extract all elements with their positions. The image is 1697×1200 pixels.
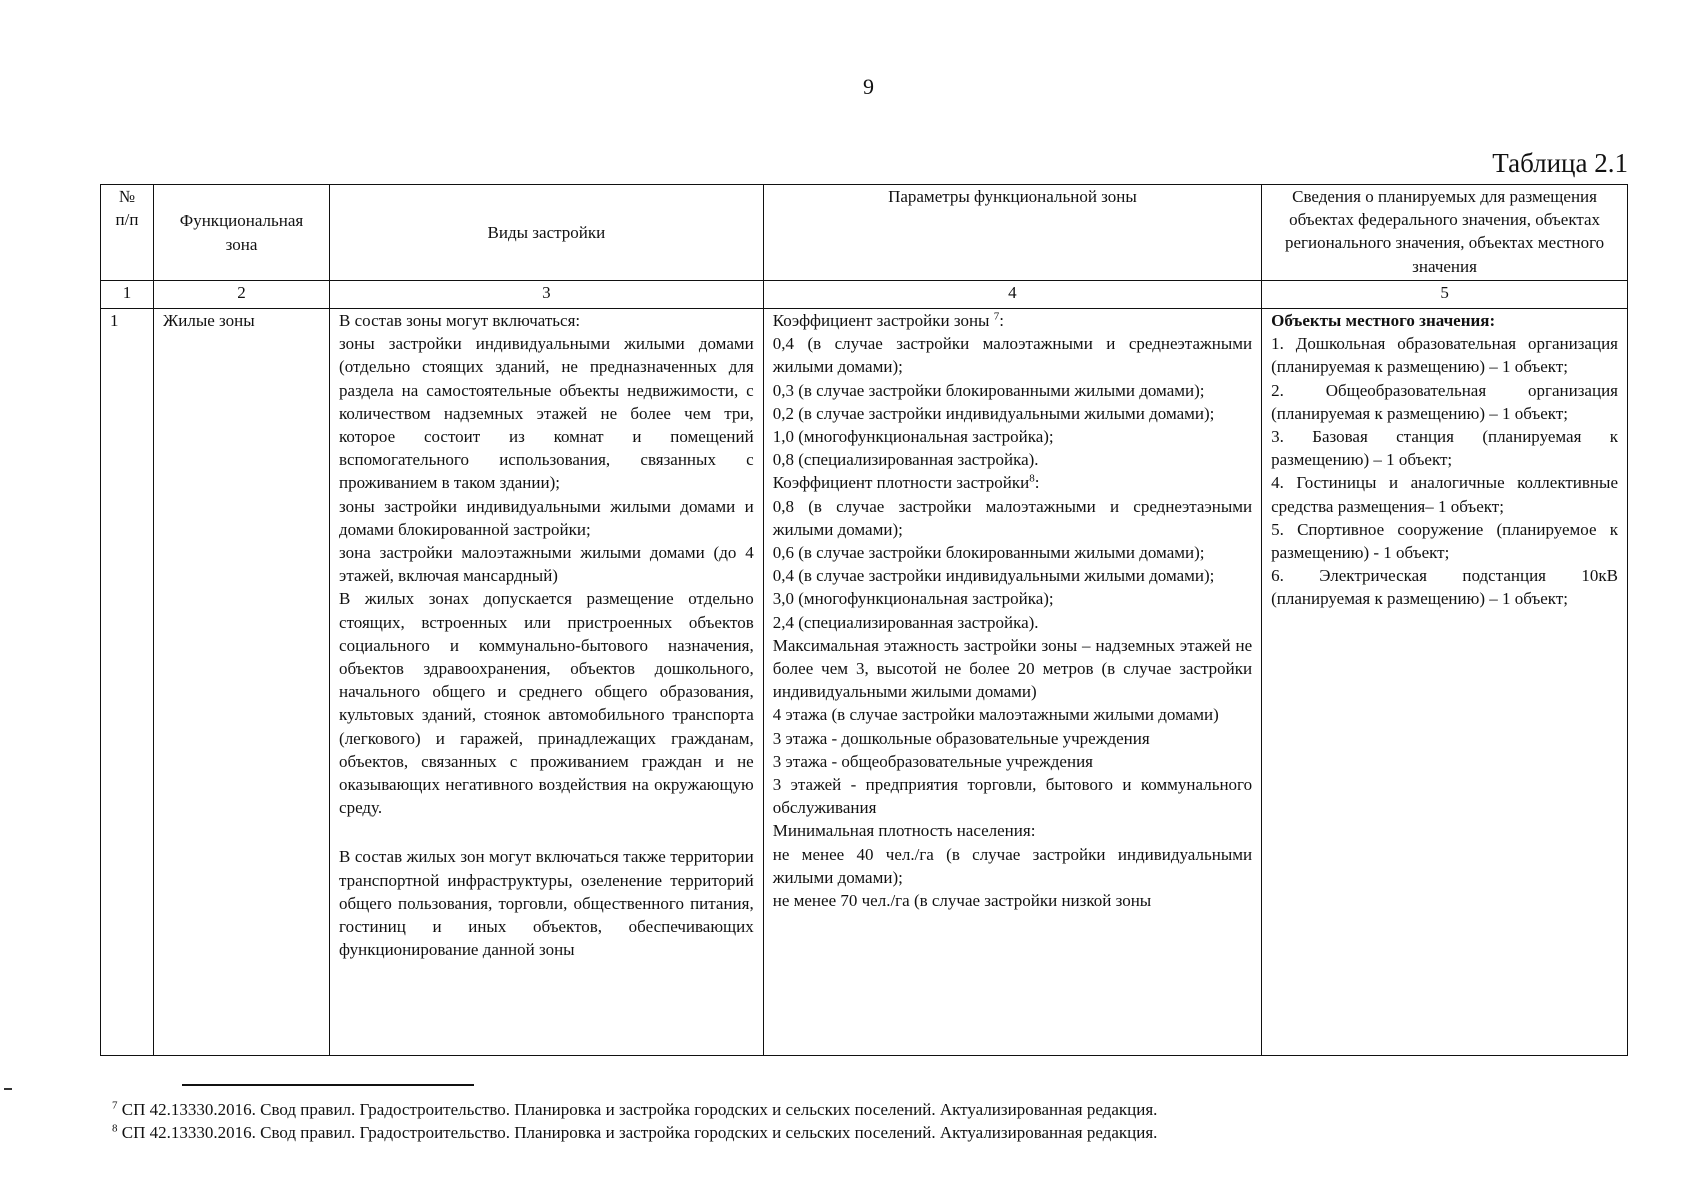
zones-table: [100, 184, 1628, 1056]
table-caption: Таблица 2.1: [1492, 148, 1628, 178]
parameters-cell: [763, 309, 1261, 1056]
parameter-line: 2,4 (специализированная застройка).: [772, 612, 1039, 632]
footnotes: [112, 1098, 1612, 1144]
header-parameters: Параметры функциональной зоны: [763, 185, 1261, 281]
parameter-line: 0,4 (в случае застройки малоэтажными и среднеэтажными жилыми домами);: [772, 334, 1253, 377]
coef-density-title: Коэффициент плотности застройки: [772, 473, 1030, 493]
building-types-cell: [330, 309, 764, 1056]
column-number-row: [101, 281, 1628, 309]
list-item: 6. Электрическая подстанция 10кВ (планируемая к размещению) – 1 объект;: [1271, 566, 1618, 609]
parameter-line: 3 этажа - дошкольные образовательные учреждения: [772, 728, 1150, 748]
list-item: 5. Спортивное сооружение (планируемое к размещению) - 1 объект;: [1271, 519, 1618, 563]
parameter-line: не менее 40 чел./га (в случае застройки индивидуальными жилыми домами);: [772, 844, 1253, 887]
building-types-extra: В состав жилых зон могут включаться также территории транспортной инфраструктуры, озеленение территорий общего пользования, торговли, общественного питания, гостиниц и иных объектов, обеспечивающих функционирование данной зоны: [339, 847, 754, 960]
margin-mark: [4, 1088, 12, 1090]
header-number: № п/п: [101, 185, 154, 281]
coef-build-title-line: Коэффициент застройки зоны $^7$:: [772, 310, 1004, 330]
list-item: 1. Дошкольная образовательная организация (планируемая к размещению) – 1 объект;: [1271, 334, 1618, 377]
footnote: [112, 1098, 1612, 1121]
footnote-mark: 7: [112, 1099, 118, 1112]
footnote-separator: [182, 1084, 474, 1086]
parameter-line: 0,2 (в случае застройки индивидуальными жилыми домами);: [772, 403, 1215, 423]
column-number: 3: [330, 281, 764, 309]
building-types-line: зоны застройки индивидуальными жилыми домами и домами блокированной застройки;: [339, 496, 754, 539]
footnote-ref: 7: [993, 310, 1000, 323]
list-item: 4. Гостиницы и аналогичные коллективные средства размещения– 1 объект;: [1271, 473, 1618, 516]
column-number: 1: [101, 281, 154, 309]
building-types-line: зона застройки малоэтажными жилыми домами (до 4 этажей, включая мансардный): [339, 543, 754, 586]
coef-build-title: Коэффициент застройки зоны: [772, 311, 990, 330]
parameter-line: 1,0 (многофункциональная застройка);: [772, 427, 1054, 447]
column-number: 4: [763, 281, 1261, 309]
min-density-title: Минимальная плотность населения:: [772, 821, 1036, 841]
footnote-text: СП 42.13330.2016. Свод правил. Градостроительство. Планировка и застройка городских и сельских поселений. Актуализированная редакция.: [121, 1100, 1158, 1119]
parameter-line: 0,4 (в случае застройки индивидуальными жилыми домами);: [772, 566, 1215, 586]
planned-objects-cell: [1262, 309, 1628, 1056]
parameter-line: 3,0 (многофункциональная застройка);: [772, 589, 1054, 609]
column-number: 5: [1262, 281, 1628, 309]
table-row: [101, 309, 1628, 1056]
footnote-mark: 8: [112, 1122, 118, 1135]
planned-objects-heading: Объекты местного значения:: [1271, 311, 1496, 330]
building-types-line: В жилых зонах допускается размещение отдельно стоящих, встроенных или пристроенных объектов социального и коммунально-бытового назначения, объектов здравоохранения, объектов дошкольного, начального общего и среднего общего образования, культовых зданий, стоянок автомобильного транспорта (легкового) и гаражей, принадлежащих гражданам, объектов, связанных с проживанием граждан и не оказывающих негативного воздействия на окружающую среду.: [339, 589, 754, 818]
row-number: 1: [101, 309, 154, 1056]
parameter-line: не менее 70 чел./га (в случае застройки низкой зоны: [772, 891, 1152, 911]
list-item: 3. Базовая станция (планируемая к размещению) – 1 объект;: [1271, 427, 1618, 470]
parameter-line: 0,8 (специализированная застройка).: [772, 450, 1039, 470]
page-number: 9: [863, 74, 874, 99]
parameter-line: Максимальная этажность застройки зоны – надземных этажей не более чем 3, высотой не более 20 метров (в случае застройки индивидуальными жилыми домами): [772, 635, 1253, 702]
zone-name: Жилые зоны: [154, 309, 330, 1056]
parameter-line: 3 этажей - предприятия торговли, бытового и коммунального обслуживания: [772, 775, 1253, 818]
parameter-line: 0,3 (в случае застройки блокированными жилыми домами);: [772, 380, 1205, 400]
footnote-text: СП 42.13330.2016. Свод правил. Градостроительство. Планировка и застройка городских и сельских поселений. Актуализированная редакция.: [121, 1123, 1158, 1142]
footnote: [112, 1121, 1612, 1144]
footnote-ref: 8: [1029, 472, 1035, 485]
coef-density-title-line: Коэффициент плотности застройки$^8$:: [772, 472, 1040, 493]
header-building-types: Виды застройки: [330, 185, 764, 281]
parameter-line: 4 этажа (в случае застройки малоэтажными жилыми домами): [772, 705, 1219, 725]
header-planned-objects: Сведения о планируемых для размещения объектах федерального значения, объектах регионального значения, объектах местного значения: [1262, 185, 1628, 281]
building-types-line: В состав зоны могут включаться:: [339, 311, 581, 330]
list-item: 2. Общеобразовательная организация (планируемая к размещению) – 1 объект;: [1271, 380, 1618, 423]
column-number: 2: [154, 281, 330, 309]
parameter-line: 0,8 (в случае застройки малоэтажными и среднеэтаэными жилыми домами);: [772, 496, 1253, 539]
parameter-line: 0,6 (в случае застройки блокированными жилыми домами);: [772, 543, 1205, 563]
header-zone: Функциональная зона: [154, 185, 330, 281]
building-types-line: зоны застройки индивидуальными жилыми домами (отдельно стоящих зданий, не предназначенных для раздела на самостоятельные объекты недвижимости, с количеством надземных этажей не более чем три, которое состоит из комнат и помещений вспомогательного использования, связанных с проживанием в таком здании);: [339, 334, 754, 493]
parameter-line: 3 этажа - общеобразовательные учреждения: [772, 751, 1093, 771]
table-header-row: [101, 185, 1628, 281]
